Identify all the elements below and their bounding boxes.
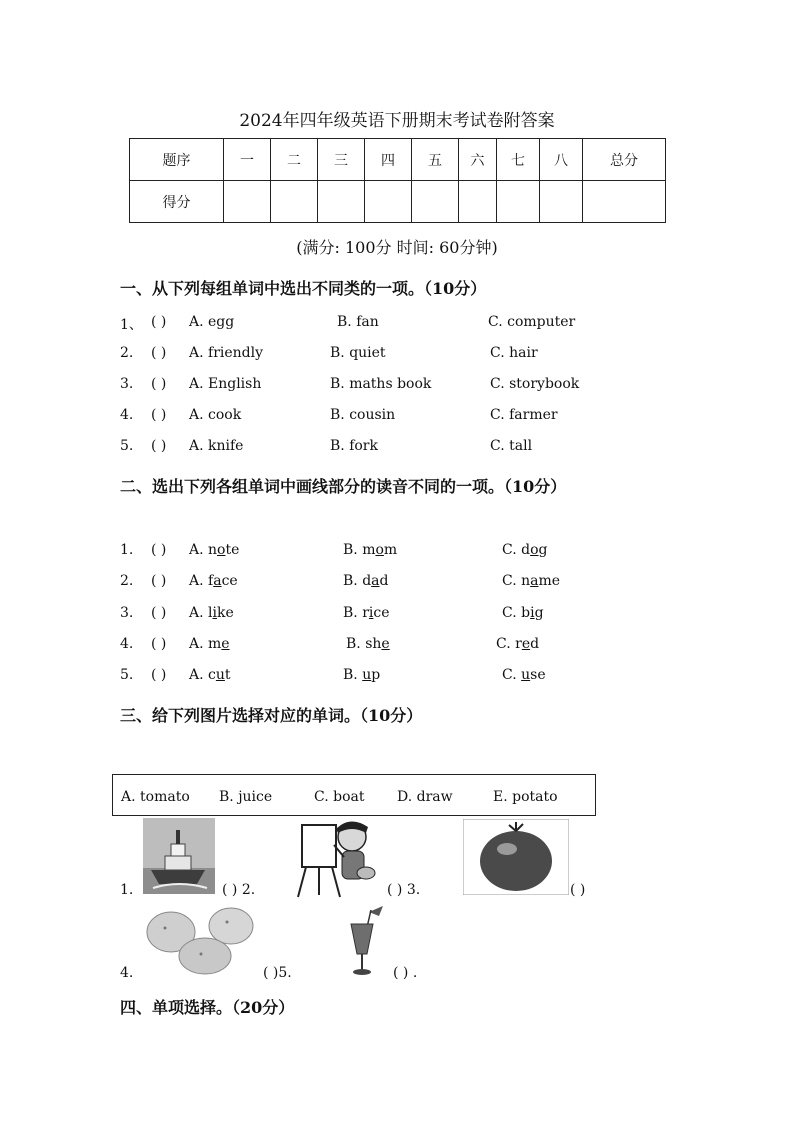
section1-item	[0, 376, 794, 396]
option-c: C. storybook	[490, 376, 580, 392]
option-b: B. mom	[343, 542, 398, 558]
section1-item	[0, 345, 794, 365]
option-a: A. friendly	[189, 345, 264, 361]
score-header-cell: 三	[318, 139, 365, 181]
option-c: C. dog	[502, 542, 548, 558]
word-option: B. juice	[219, 789, 273, 805]
score-cell[interactable]	[271, 181, 318, 223]
item-number: 3.	[120, 376, 134, 392]
score-row-label: 得分	[130, 181, 224, 223]
answer-blank[interactable]: ( )	[151, 345, 167, 361]
underlined-letter: i	[212, 605, 217, 621]
answer-blank[interactable]: ( ) 3.	[387, 882, 421, 898]
option-b: B. fork	[330, 438, 378, 454]
exam-meta: (满分: 100分 时间: 60分钟)	[296, 238, 498, 257]
option-c: C. name	[502, 573, 561, 589]
tomato-icon	[463, 819, 569, 895]
score-cell[interactable]	[583, 181, 666, 223]
underlined-letter: o	[530, 542, 539, 558]
answer-blank[interactable]: ( )	[151, 636, 167, 652]
item-number: 5.	[120, 667, 134, 683]
word-option: C. boat	[314, 789, 365, 805]
word-options-box	[112, 774, 596, 816]
draw-icon	[292, 815, 378, 899]
underlined-letter: u	[521, 667, 531, 683]
option-c: C. computer	[488, 314, 576, 330]
section1-heading: 一、从下列每组单词中选出不同类的一项。（10分）	[120, 279, 487, 298]
underlined-letter: e	[381, 636, 390, 652]
option-c: C. farmer	[490, 407, 558, 423]
answer-blank[interactable]: ( )	[151, 542, 167, 558]
answer-blank[interactable]: ( )5.	[263, 965, 292, 981]
item-number: 4.	[120, 636, 134, 652]
item-number: 5.	[120, 438, 134, 454]
option-b: B. cousin	[330, 407, 396, 423]
underlined-letter: o	[375, 542, 384, 558]
score-header-cell: 六	[459, 139, 497, 181]
juice-icon	[347, 902, 387, 978]
option-a: A. knife	[189, 438, 244, 454]
option-a: A. note	[189, 542, 240, 558]
boat-icon	[143, 818, 215, 894]
score-header-cell: 四	[365, 139, 412, 181]
section1-item	[0, 407, 794, 427]
option-b: B. fan	[337, 314, 379, 330]
page-title: 2024年四年级英语下册期末考试卷附答案	[239, 111, 555, 131]
item-number: 3.	[120, 605, 134, 621]
answer-blank[interactable]: ( )	[570, 882, 586, 898]
underlined-letter: u	[215, 667, 225, 683]
score-header-cell: 二	[271, 139, 318, 181]
option-c: C. tall	[490, 438, 533, 454]
answer-blank[interactable]: ( )	[151, 407, 167, 423]
word-option: D. draw	[397, 789, 453, 805]
option-b: B. maths book	[330, 376, 432, 392]
option-b: B. up	[343, 667, 381, 683]
answer-blank[interactable]: ( )	[151, 376, 167, 392]
option-a: A. me	[189, 636, 230, 652]
score-table-header-row	[130, 139, 666, 181]
potato-icon	[143, 902, 257, 978]
option-b: B. she	[346, 636, 390, 652]
score-header-cell: 总分	[583, 139, 666, 181]
option-a: A. egg	[189, 314, 235, 330]
section2-heading: 二、选出下列各组单词中画线部分的读音不同的一项。（10分）	[120, 477, 567, 496]
score-table-score-row	[130, 181, 666, 223]
answer-blank[interactable]: ( )	[151, 438, 167, 454]
section3-heading: 三、给下列图片选择对应的单词。（10分）	[120, 706, 423, 725]
underlined-letter: i	[530, 605, 535, 621]
score-header-cell: 一	[224, 139, 271, 181]
score-cell[interactable]	[365, 181, 412, 223]
section2-item	[0, 605, 794, 625]
option-a: A. cut	[189, 667, 231, 683]
answer-blank[interactable]: ( )	[151, 314, 167, 330]
option-a: A. like	[189, 605, 234, 621]
option-b: B. dad	[343, 573, 389, 589]
score-header-cell: 题序	[130, 139, 224, 181]
option-c: C. hair	[490, 345, 538, 361]
option-a: A. English	[189, 376, 262, 392]
option-a: A. cook	[189, 407, 242, 423]
option-b: B. rice	[343, 605, 390, 621]
item-number: 1.	[120, 542, 134, 558]
word-option: E. potato	[493, 789, 558, 805]
underlined-letter: a	[213, 573, 222, 589]
section4-heading: 四、单项选择。（20分）	[120, 998, 295, 1017]
answer-blank[interactable]: ( )	[151, 605, 167, 621]
item-number: 2.	[120, 573, 134, 589]
underlined-letter: a	[530, 573, 539, 589]
underlined-letter: o	[217, 542, 226, 558]
underlined-letter: e	[221, 636, 230, 652]
score-cell[interactable]	[412, 181, 459, 223]
underlined-letter: u	[362, 667, 372, 683]
item-number: 2.	[120, 345, 134, 361]
score-cell[interactable]	[318, 181, 365, 223]
option-c: C. red	[496, 636, 540, 652]
section2-item	[0, 667, 794, 687]
answer-blank[interactable]: ( )	[151, 573, 167, 589]
word-option: A. tomato	[121, 789, 190, 805]
underlined-letter: i	[368, 605, 374, 621]
option-b: B. quiet	[330, 345, 386, 361]
section2-item	[0, 542, 794, 562]
score-cell[interactable]	[540, 181, 583, 223]
answer-blank[interactable]: ( ) 2.	[222, 882, 256, 898]
underlined-letter: a	[371, 573, 380, 589]
item-number: 1、	[120, 317, 143, 333]
score-table	[129, 138, 666, 223]
score-cell[interactable]	[459, 181, 497, 223]
section2-item	[0, 636, 794, 656]
item-number: 4.	[120, 407, 134, 423]
score-header-cell: 七	[497, 139, 540, 181]
answer-blank[interactable]: ( ) .	[393, 965, 418, 981]
section1-item	[0, 438, 794, 458]
score-header-cell: 八	[540, 139, 583, 181]
answer-blank[interactable]: ( )	[151, 667, 167, 683]
option-a: A. face	[189, 573, 238, 589]
underlined-letter: e	[521, 636, 531, 652]
section1-item	[0, 314, 794, 334]
score-cell[interactable]	[224, 181, 271, 223]
score-header-cell: 五	[412, 139, 459, 181]
option-c: C. big	[502, 605, 544, 621]
picture-number: 1.	[120, 882, 134, 898]
section2-item	[0, 573, 794, 593]
picture-number: 4.	[120, 965, 134, 981]
score-cell[interactable]	[497, 181, 540, 223]
option-c: C. use	[502, 667, 546, 683]
